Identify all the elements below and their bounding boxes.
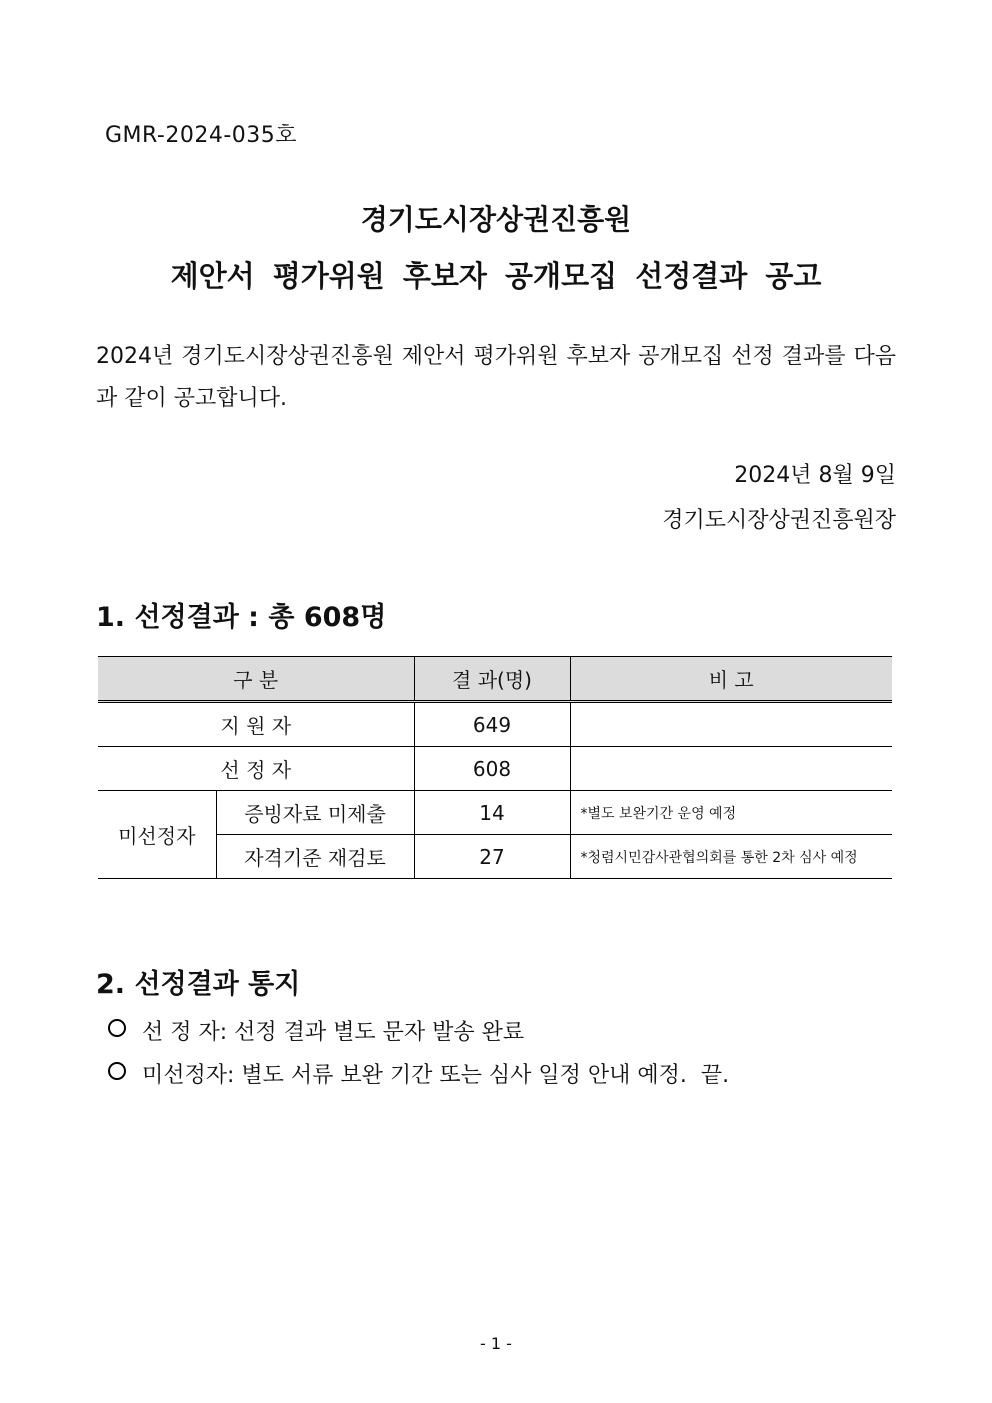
table-row <box>98 702 892 747</box>
title-announcement: 제안서 평가위원 후보자 공개모집 선정결과 공고 <box>170 259 822 293</box>
header-result: 결 과(명) <box>414 657 570 702</box>
table-row <box>98 791 892 835</box>
row-category: 지 원 자 <box>98 702 414 747</box>
announcement-date: 2024년 8월 9일 <box>734 463 896 488</box>
notice-text: 선 정 자: 선정 결과 별도 문자 발송 완료 <box>142 1020 525 1045</box>
table-header-row <box>98 657 892 702</box>
row-result: 27 <box>414 835 570 879</box>
row-note: *별도 보완기간 운영 예정 <box>570 791 892 835</box>
row-note: *청렴시민감사관협의회를 통한 2차 심사 예정 <box>570 835 892 879</box>
row-note <box>570 702 892 747</box>
bullet-circle-icon <box>108 1019 126 1037</box>
issuer-name: 경기도시장상권진흥원장 <box>662 508 896 533</box>
intro-paragraph: 2024년 경기도시장상권진흥원 제안서 평가위원 후보자 공개모집 선정 결과를 다음과 같이 공고합니다. <box>96 344 896 411</box>
section1-heading: 1. 선정결과 : 총 608명 <box>96 602 387 633</box>
title-organization: 경기도시장상권진흥원 <box>360 203 632 236</box>
document-number: GMR-2024-035호 <box>105 123 298 148</box>
row-category: 선 정 자 <box>98 747 414 791</box>
row-result: 649 <box>414 702 570 747</box>
page-number: - 1 - <box>480 1334 512 1353</box>
table-row <box>98 835 892 879</box>
header-note: 비 고 <box>570 657 892 702</box>
notice-text: 미선정자: 별도 서류 보완 기간 또는 심사 일정 안내 예정. 끝. <box>142 1063 730 1088</box>
row-result: 608 <box>414 747 570 791</box>
header-category: 구 분 <box>98 657 414 702</box>
row-category: 자격기준 재검토 <box>216 835 414 879</box>
table-row <box>98 747 892 791</box>
bullet-circle-icon <box>108 1062 126 1080</box>
row-result: 14 <box>414 791 570 835</box>
row-category: 증빙자료 미제출 <box>216 791 414 835</box>
row-note <box>570 747 892 791</box>
notice-item <box>108 1015 524 1046</box>
section2-heading: 2. 선정결과 통지 <box>96 969 301 1000</box>
notice-item <box>108 1058 729 1089</box>
group-label: 미선정자 <box>98 791 216 879</box>
result-table <box>98 656 892 879</box>
